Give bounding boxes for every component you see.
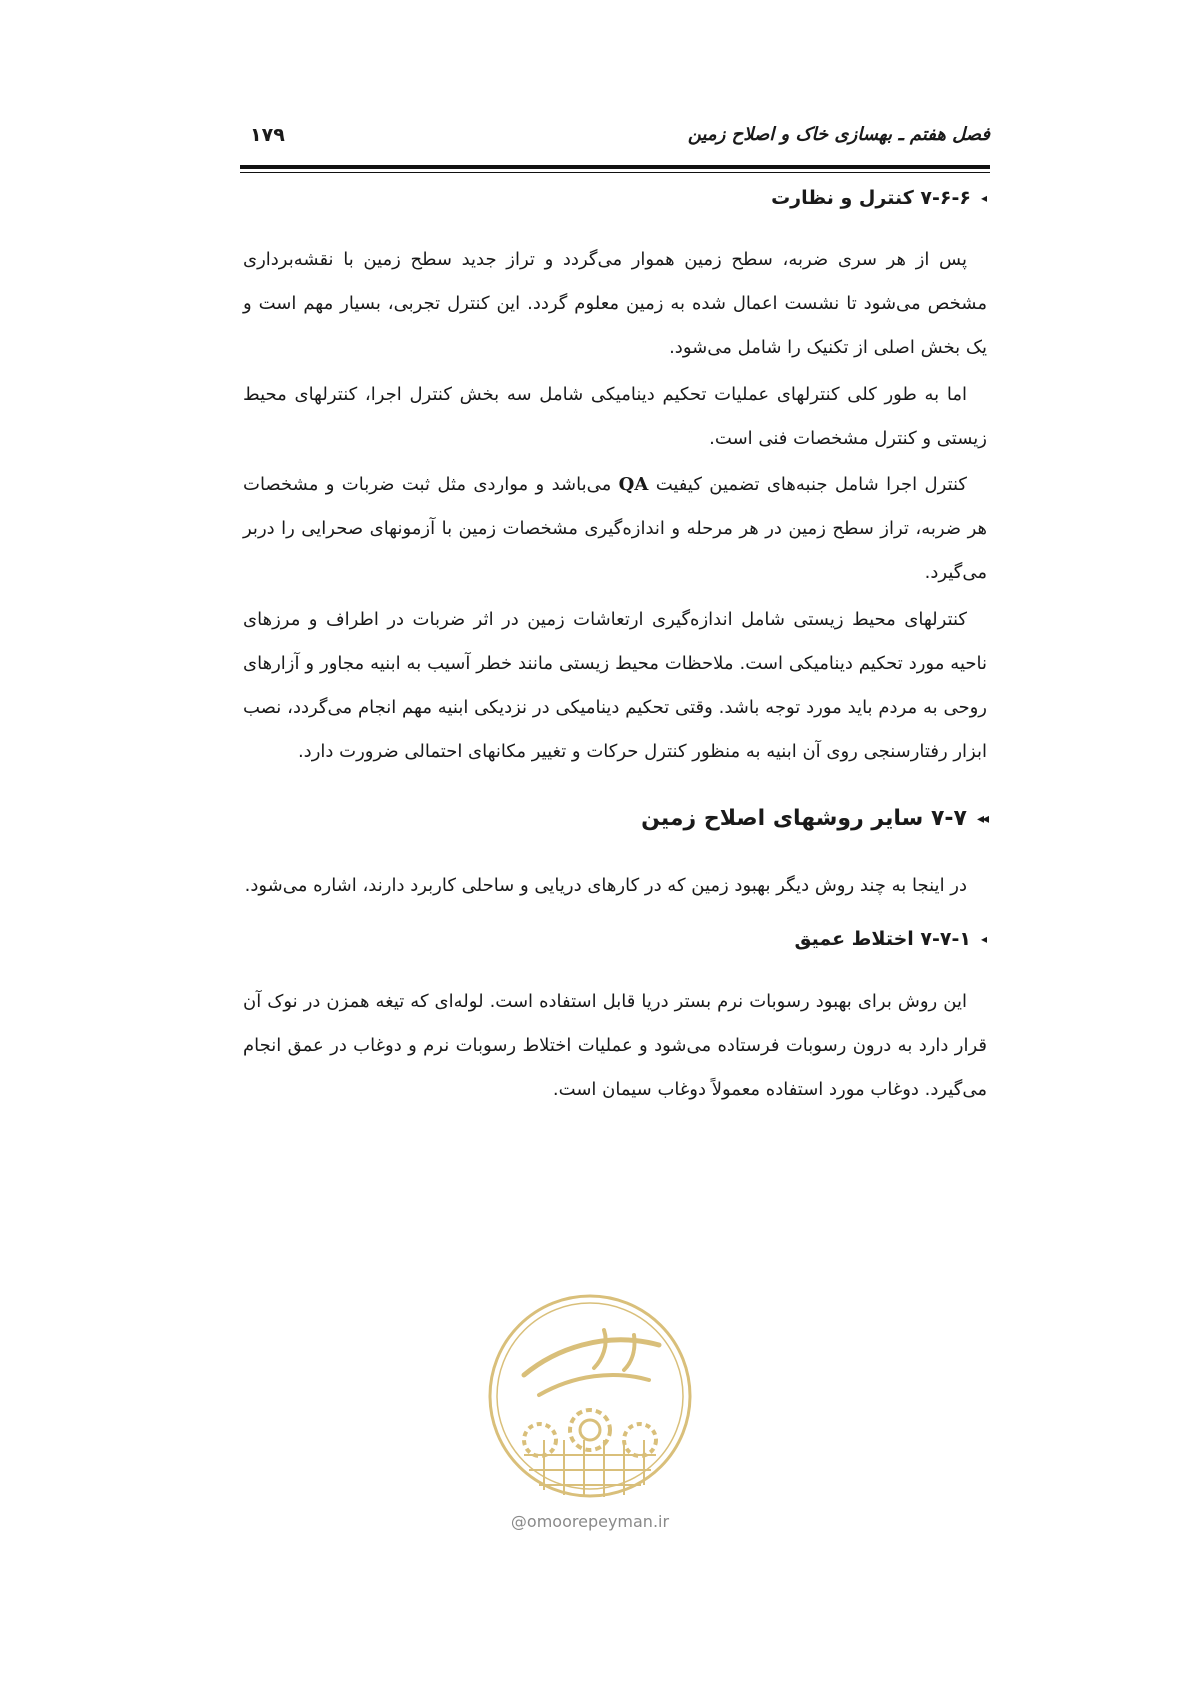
paragraph-text — [243, 463, 987, 595]
section-title: ۷-۷ سایر روشهای اصلاح زمین — [641, 806, 967, 831]
paragraph-text-part: می‌باشد و مواردی مثل ثبت ضربات و مشخصات هر ضربه، تراز سطح زمین در هر مرحله و اندازه‌گیری مشخصات زمین با آزمونهای صحرایی را دربر می‌گیرد. — [243, 474, 987, 583]
paragraph-text: در اینجا به چند روش دیگر بهبود زمین که در کارهای دریایی و ساحلی کاربرد دارند، اشاره می‌شود. — [244, 875, 967, 896]
paragraph — [243, 373, 987, 461]
paragraph — [243, 238, 987, 370]
section-title: ۷-۷-۱ اختلاط عمیق — [794, 928, 971, 950]
section-heading-7-7 — [243, 806, 987, 831]
header-rule-thick — [240, 165, 990, 169]
paragraph-text: کنترلهای محیط زیستی شامل اندازه‌گیری ارتعاشات زمین در اثر ضربات در اطراف و مرزهای ناحیه مورد تحکیم دینامیکی است. ملاحظات محیط زیستی مانند خطر آسیب به ابنیه مجاور و آزارهای روحی به مردم باید مورد توجه باشد. وقتی تحکیم دینامیکی در نزدیکی ابنیه مهم انجام می‌گردد، نصب ابزار رفتارسنجی روی آن ابنیه به منظور کنترل حرکات و تغییر مکانهای احتمالی ضرورت دارد. — [243, 609, 987, 762]
paragraph — [243, 463, 987, 595]
header-rule-thin — [240, 172, 990, 173]
watermark-logo — [484, 1290, 696, 1502]
paragraph — [243, 598, 987, 774]
watermark-url: @omoorepeyman.ir — [510, 1512, 670, 1531]
bullet-marker-icon: ◂ — [980, 932, 987, 946]
double-bullet-marker-icon: ◂◂ — [976, 810, 987, 827]
paragraph-text: این روش برای بهبود رسوبات نرم بستر دریا قابل استفاده است. لوله‌ای که تیغه همزن در نوک آن قرار دارد به درون رسوبات فرستاده می‌شود و عملیات اختلاط رسوبات نرم و دوغاب در عمق انجام می‌گیرد. دوغاب مورد استفاده معمولاً دوغاب سیمان است. — [243, 991, 987, 1100]
paragraph-text-part: کنترل اجرا شامل جنبه‌های تضمین کیفیت — [655, 474, 968, 495]
paragraph — [243, 864, 987, 908]
running-title: فصل هفتم ـ بهسازی خاک و اصلاح زمین — [687, 124, 990, 145]
section-heading-7-7-1 — [243, 928, 987, 950]
page-header — [240, 124, 990, 164]
paragraph-text: اما به طور کلی کنترلهای عملیات تحکیم دینامیکی شامل سه بخش کنترل اجرا، کنترلهای محیط زیستی و کنترل مشخصات فنی است. — [243, 384, 987, 449]
paragraph-text: پس از هر سری ضربه، سطح زمین هموار می‌گردد و تراز جدید سطح زمین با نقشه‌برداری مشخص می‌شود تا نشست اعمال شده به زمین معلوم گردد. این کنترل تجربی، بسیار مهم است و یک بخش اصلی از تکنیک را شامل می‌شود. — [243, 249, 987, 358]
section-heading-7-6-6 — [243, 187, 987, 209]
bullet-marker-icon: ◂ — [980, 191, 987, 205]
section-title: ۷-۶-۶ کنترل و نظارت — [771, 187, 971, 209]
qa-abbreviation: QA — [618, 474, 649, 495]
page-number: ۱۷۹ — [250, 124, 285, 146]
paragraph — [243, 980, 987, 1112]
